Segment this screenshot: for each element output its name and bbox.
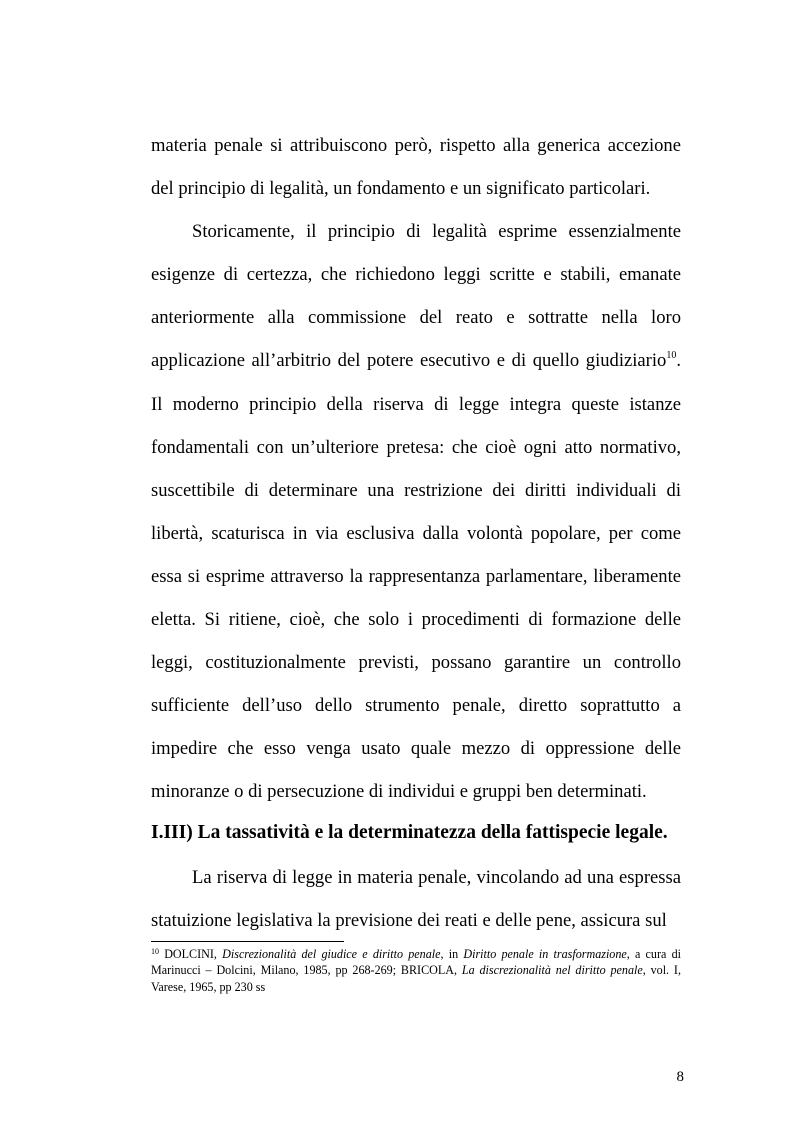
- footnote-separator: [151, 941, 344, 942]
- paragraph-text-part-1: Storicamente, il principio di legalità esprime essenzialmente esigenze di certezza, che richiedono leggi scritte e stabili, emanate anteriormente alla commissione del reato e sottratte nella loro applicazione all’arbitrio del potere esecutivo e di quello giudiziario: [151, 221, 681, 372]
- footnote-title-2: La discrezionalità nel diritto penale: [461, 963, 643, 978]
- footnote-number: 10: [151, 947, 159, 956]
- footnote: [151, 946, 681, 995]
- footnote-reference[interactable]: 10: [666, 350, 677, 362]
- section-body: [151, 856, 681, 942]
- footnote-in: , in: [440, 947, 464, 961]
- footnote-rest-2: , vol. I, Varese, 1965, pp 230 ss: [151, 963, 681, 994]
- section-heading: I.III) La tassatività e la determinatezza della fattispecie legale.: [151, 822, 668, 843]
- page-number: 8: [676, 1069, 684, 1085]
- footnote-book-1: Diritto penale in trasformazione: [463, 947, 627, 961]
- line-2: del principio di legalità, un fondamento e un significato particolari.: [151, 178, 651, 200]
- line-1: materia penale si attribuiscono però, rispetto alla generica accezione: [151, 135, 681, 156]
- paragraph-continuation: [151, 124, 681, 210]
- section-paragraph: La riserva di legge in materia penale, vincolando ad una espressa statuizione legislativa la previsione dei reati e delle pene, assicura sul: [151, 867, 681, 932]
- footnote-rest-1: , a cura di Marinucci – Dolcini, Milano, 1985, pp 268-269; BRICOLA,: [151, 947, 681, 978]
- paragraph-historical: [151, 210, 681, 813]
- footnote-author-1: DOLCINI,: [159, 947, 223, 961]
- paragraph-text-part-2: . Il moderno principio della riserva di legge integra queste istanze fondamentali con un’ulteriore pretesa: che cioè ogni atto normativo, suscettibile di determinare una restrizione dei diritti individuali di libertà, scaturisca in via esclusiva dalla volontà popolare, per come essa si esprime attraverso la rappresentanza parlamentare, liberamente eletta. Si ritiene, cioè, che solo i procedimenti di formazione delle leggi, costituzionalmente previsti, possano garantire un controllo sufficiente dell’uso dello strumento penale, diretto soprattutto a impedire che esso venga usato quale mezzo di oppressione delle minoranze o di persecuzione di individui e gruppi ben determinati.: [151, 350, 681, 803]
- body-text: [151, 124, 681, 814]
- footnote-title-1: Discrezionalità del giudice e diritto penale: [222, 947, 441, 961]
